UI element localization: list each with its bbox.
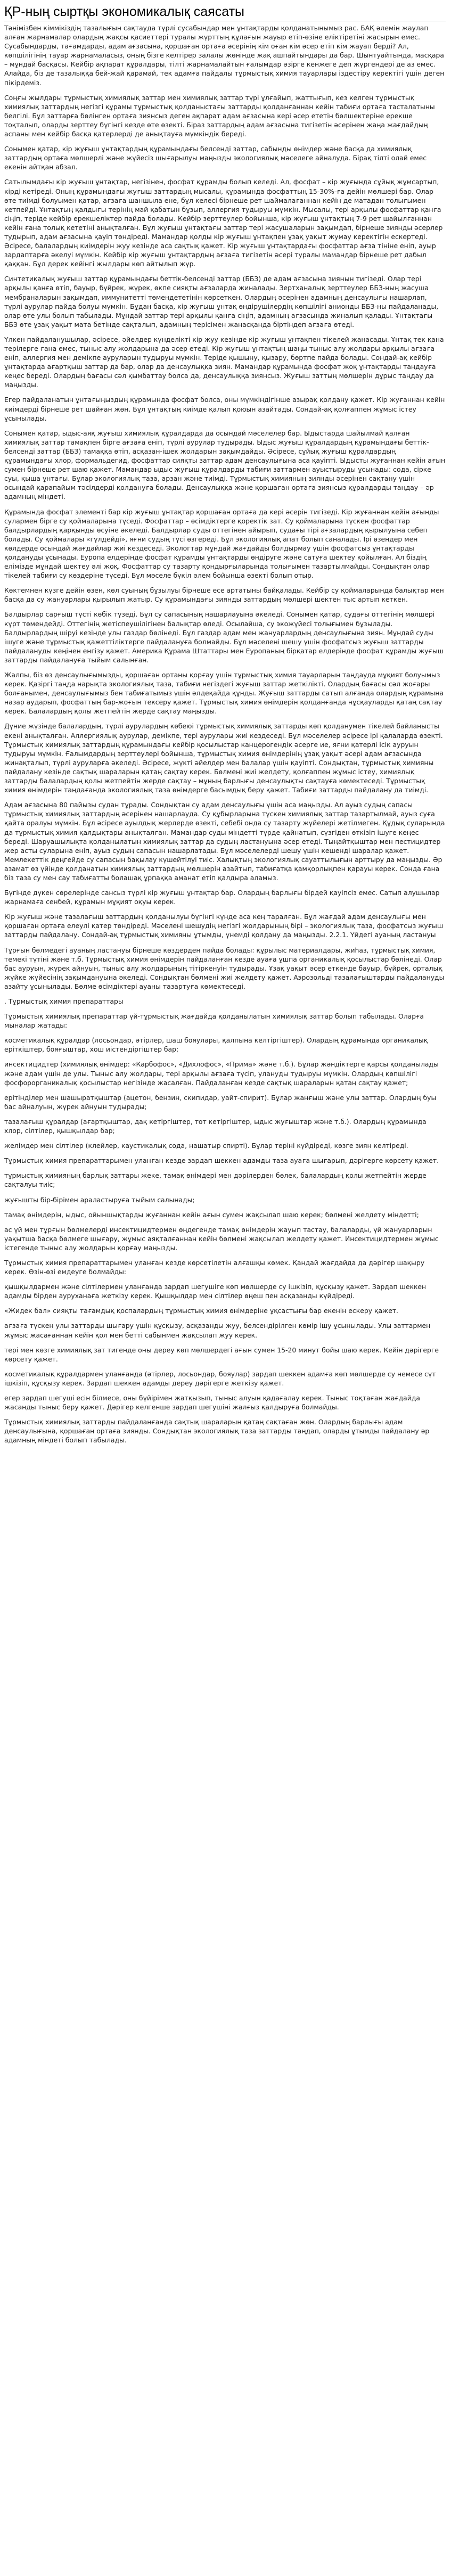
paragraph: қышқылдармен және сілтілермен уланғанда зардап шегушіге көп мөлшерде су ішкізіп, құсқызу қажет. Зардап шеккен адамды бірден ауруханаға жеткізу керек. Қышқылдар мен сілтілер өңеш пен асқазанды күйдіреді. [4, 1283, 427, 1300]
paragraph: Сатылымдағы кір жуғыш ұнтақтар, негізінен, фосфат құрамды болып келеді. Ал, фосфат – кір жуғында сұйық жұмсартып, кірді кетіреді. Оның құрамындағы жуғыш заттардың мысалы, құрамында фосфаттың 15-30%-ға дейін мөлшері бар. Олар өте тиімді болуымен қатар, ағзаға шаншыла ене, бұл келесі бірнеше рет шаймалағаннан кейін де матадан толығымен кетпейді. Ұнтақтың қалдығы терінің май қабатын бұзып, аллергия тудыруы мүмкін. Мысалы, тері арқылы фосфаттар қанға сіңіп, теріде кейбір ерекшеліктер пайда болады. Кейбір зерттеулер бойынша, кір жуғыш ұнтақтың 7-9 рет шайылғаннан кейін ғана толық кететіні анықталған. Бұл жуғыш ұнтақтағы заттар тері жасушаларын зақымдап, бірнеше зиянды әсерлер тудырып, адам ағзасына қауіп төндіреді. Мамандар қолды кір жуғыш ұнтақпен ұзақ уақыт жумау керектігін ескертеді. Әсіресе, балалардың киімдерін жуу кезінде аса сақтық қажет. Кір жуғыш ұнтақтардағы фосфаттар ағза тініне еніп, ауыр зардаптарға әкелуі мүмкін. Кейбір кір жуғыш ұнтақтардың ағзаға тигізетін әсері туралы мамандар бірнеше рет дабыл қаққан. Бұл дерек кейінгі жылдары көп айтылып жүр. [4, 178, 443, 268]
paragraph: тазалағыш құралдар (ағартқыштар, дақ кетіргіштер, тот кетіргіштер, ыдыс жуғыштар және т.б.). Олардың құрамында хлор, сілтілер, қышқылдар бар; [4, 1117, 427, 1135]
paragraph: ағзаға түскен улы заттарды шығару үшін құсқызу, асқазанды жуу, белсендірілген көмір ішу ұсынылады. Улы заттармен жұмыс жасағаннан кейін қол мен бетті сабынмен жақсылап жуу керек. [4, 1322, 431, 1339]
paragraph: Тұрмыстық химия препараттарымен уланған кезде көрсетілетін алғашқы көмек. Қандай жағдайда да дәрігер шақыру керек. Өзін-өзі емдеуге болмайды: [4, 1258, 425, 1276]
paragraph: тері мен көзге химиялық зат тигенде оны дереу көп мөлшердегі ағын сумен 15-20 минут бойы шаю керек. Кейін дәрігерге көрсету қажет. [4, 1346, 439, 1363]
paragraph: . Тұрмыстық химия препараттары [4, 997, 124, 1005]
paragraph: Тұрмыстық химия препараттарымен уланған кезде зардап шеккен адамды таза ауаға шығарып, дәрігерге көрсету қажет. [4, 1156, 439, 1165]
paragraph: желімдер мен сілтілер (клейлер, каустикалық сода, нашатыр спирті). Бұлар теріні күйдіреді, көзге зиян келтіреді. [4, 1142, 408, 1150]
paragraph: Кір жуғыш және тазалағыш заттардың қолданылуы бүгінгі күнде аса кең таралған. Бұл жағдай адам денсаулығы мен қоршаған ортаға елеулі қатер төндіреді. Мәселені шешудің негізгі жолдарының бірі – экологиялық таза, фосфатсыз жуғыш заттарды пайдалану. Сондай-ақ тұрмыстық химияны ұтымды, үнемді қолдану да маңызды. 2.2.1. Үйдегі ауаның ластануы [4, 913, 444, 939]
paragraph: «Жидек бал» сияқты тағамдық қоспалардың тұрмыстық химия өнімдеріне ұқсастығы бар екенін ескеру қажет. [4, 1307, 398, 1315]
paragraph: тамақ өнімдерін, ыдыс, ойыншықтарды жуғаннан кейін ағын сумен жақсылап шаю керек; бөлмені желдету міндетті; [4, 1210, 419, 1219]
article-body [4, 23, 446, 1445]
paragraph: Бүгінде дүкен сөрелерінде сансыз түрлі кір жуғыш ұнтақтар бар. Олардың барлығы бірдей қауіпсіз емес. Сатып алушылар жарнамаға сенбей, құрамын мұқият оқуы керек. [4, 889, 440, 906]
paragraph: ерітінділер мен шашыратқыштар (ацетон, бензин, скипидар, уайт-спирит). Бұлар жанғыш және улы заттар. Олардың буы бас айналуын, жүрек айнуын тудырады; [4, 1093, 437, 1111]
paragraph: Сонымен қатар, ыдыс-аяқ жуғыш химиялық құралдарда да осындай мәселелер бар. Ыдыстарда шайылмай қалған химиялық заттар тамақпен бірге ағзаға еніп, түрлі аурулар тудырады. Ыдыс жуғыш құралдардың құрамындағы беттік-белсенді заттар (ББЗ) тамаққа өтіп, асқазан-ішек жолдарын зақымдайды. Әсіресе, сұйық жуғыш құралдардың құрамындағы хлор, формальдегид, фосфаттар сияқты заттар адам денсаулығына аса қауіпті. Ыдысты жуғаннан кейін ағын сумен бірнеше рет шаю қажет. Мамандар ыдыс жуғыш құралдарды табиғи заттармен ауыстыруды ұсынады: сода, сірке суы, қыша ұнтағы. Бұлар экологиялық таза, арзан және тиімді. Тұрмыстық химияның зиянды әсерінен сақтану үшін осындай қарапайым тәсілдерді қолдануға болады. Денсаулыққа және қоршаған ортаға зиянсыз құралдарды таңдау – әр адамның міндеті. [4, 429, 446, 501]
paragraph: Үлкен пайдаланушылар, әсіресе, әйелдер күнделікті кір жуу кезінде кір жуғыш ұнтақпен тікелей жанасады. Ұнтақ тек қана терілерге ғана емес, тыныс алу жолдарына да әсер етеді. Кір жуғыш ұнтақтың шаңы тыныс алу жолдары арқылы ағзаға еніп, аллергия мен демікпе ауруларын тудыруы мүмкін. Теріде қышыну, қызару, бөртпе пайда болады. Сондай-ақ кейбір ұнтақтарда ағартқыш заттар да бар, олар да денсаулыққа зиян. Мамандар құрамында фосфат жоқ ұнтақтарды таңдауға кеңес береді. Олардың бағасы сәл қымбаттау болса да, денсаулыққа зиянсыз. Жуғыш заттың мөлшерін дұрыс таңдау да маңызды. [4, 335, 444, 389]
paragraph: косметикалық құралдар (лосьондар, әтірлер, шаш бояулары, қалпына келтіргіштер). Олардың құрамында органикалық еріткіштер, бояғыштар, хош иістендіргіштер бар; [4, 1036, 428, 1054]
paragraph: Синтетикалық жуғыш заттар құрамындағы беттік-белсенді заттар (ББЗ) де адам ағзасына зиянын тигізеді. Олар тері арқылы қанға өтіп, бауыр, бүйрек, жүрек, өкпе сияқты ағзаларда жиналады. Зертханалық зерттеулер ББЗ-ның жасуша мембраналарын зақымдап, иммунитетті төмендететінін көрсеткен. Олардың әсерінен адамның денсаулығы нашарлап, түрлі аурулар пайда болуы мүмкін. Бұдан басқа, кір жуғыш ұнтақ өндірушілердің көпшілігі анионды ББЗ-ны пайдаланады, олар өте улы болып табылады. Мұндай заттар тері арқылы қанға сіңіп, адамның ағзасында жиналып қалады. Ұнтақтағы ББЗ өте ұзақ уақыт мата бетінде сақталып, адамның терісімен жанасқанда біртіндеп ағзаға өтеді. [4, 275, 439, 329]
paragraph: Құрамында фосфат элементі бар кір жуғыш ұнтақтар қоршаған ортаға да кері әсерін тигізеді. Кір жуғаннан кейін ағынды сулармен бірге су қоймаларына түседі. Фосфаттар – өсімдіктерге қоректік зат. Су қоймаларына түскен фосфаттар балдырлардың қарқынды өсуіне әкеледі. Балдырлар суды оттегінен айырып, судағы тірі ағзалардың қырылуына себеп болады. Су қоймалары «гүлдейді», яғни судың түсі өзгереді. Бұл экологиялық апат болып саналады. Ірі өзендер мен көлдерде осындай жағдайлар жиі кездеседі. Экологтар мұндай жағдайды болдырмау үшін фосфатсыз ұнтақтарды қолдануды ұсынады. Еуропа елдерінде фосфат құрамды ұнтақтарды өндіруге және сатуға шектеу қойылған. Ал біздің елімізде мұндай шектеу әлі жоқ. Фосфаттар су тазарту қондырғыларында толығымен тазартылмайды. Сондықтан олар тікелей табиғи су көздеріне түседі. Бұл мәселе бүкіл әлем бойынша өзекті болып отыр. [4, 507, 439, 580]
paragraph: Сонымен қатар, кір жуғыш ұнтақтардың құрамындағы белсенді заттар, сабынды өнімдер және басқа да химиялық заттардың ортаға мөлшерлі және жүйесіз шығарылуы маңызды экологиялық мәселеге айналуда. Бірақ тілті олай емес екенін айтқан абзал. [4, 145, 427, 171]
paragraph: Жалпы, біз өз денсаулығымызды, қоршаған ортаны қорғау үшін тұрмыстық химия тауарларын таңдауда мұқият болуымыз керек. Қазіргі таңда нарықта экологиялық таза, табиғи негіздегі жуғыш заттар жеткілікті. Олардың бағасы сәл жоғары болғанымен, денсаулығымыз бен табиғатымыз үшін әлдеқайда құнды. Жуғыш заттарды сатып алғанда олардың құрамына назар аударып, фосфаттың бар-жоғын тексеру қажет. Тұрмыстық химия өнімдерін қолданғанда нұсқауларды қатаң сақтау керек. Балалардың қолы жетпейтін жерде сақтау маңызды. [4, 671, 444, 716]
page-title: ҚР-ның сыртқы экономикалық саясаты [4, 4, 446, 21]
paragraph: Соңғы жылдары тұрмыстық химиялық заттар мен химиялық заттар түрі ұлғайып, жаттығып, кез келген тұрмыстық химиялық заттардың негізгі құрамы тұрмыстық қолданыстағы заттарды қолданғаннан кейін табиғи ортаға тасталатыны белгілі. Бұл заттарға бөлінген ортаға зиянсыз деген ақпарат адам ағзасына кері әсер ететін бөлшектеріне ерекше тоқталып, оларды зерттеу бүгінгі кезде өте өзекті. Біраз заттардың адам ағзасына тигізетін әсерінен жаңа жағдайдың аспаны мен кейбір басқа қатерлерді де анықтауға мүмкіндік береді. [4, 93, 435, 138]
paragraph: Тұрғын бөлмедегі ауаның ластануы бірнеше көздерден пайда болады: құрылыс материалдары, жиһаз, тұрмыстық химия, темекі түтіні және т.б. Тұрмыстық химия өнімдерін пайдаланған кезде ауаға ұшпа органикалық қосылыстар бөлінеді. Олар бас ауруын, жүрек айнуын, тыныс алу жолдарының тітіркенуін тудырады. Ұзақ уақыт әсер еткенде бауыр, бүйрек, орталық жүйке жүйесінің зақымдануына әкеледі. Сондықтан бөлмені жиі желдету қажет. Аэрозольді тазалағыштарды пайдалануды азайту ұсынылады. Бөлме өсімдіктері ауаны тазартуға көмектеседі. [4, 946, 445, 990]
paragraph: Егер пайдаланатын ұнтағыңыздың құрамында фосфат болса, оны мүмкіндігінше азырақ қолдану қажет. Кір жуғаннан кейін киімдерді бірнеше рет шайған жөн. Бұл ұнтақтың киімде қалып қоюын азайтады. Сондай-ақ қолғаппен жұмыс істеу ұсынылады. [4, 396, 445, 422]
paragraph: Тұрмыстық химиялық препараттар үй-тұрмыстық жағдайда қолданылатын химиялық заттар болып табылады. Оларға мыналар жатады: [4, 1012, 424, 1030]
paragraph: жуғышты бір-бірімен араластыруға тыйым салынады; [4, 1195, 195, 1204]
paragraph: егер зардап шегуші есін білмесе, оны бүйірімен жатқызып, тыныс алуын қадағалау керек. Тыныс тоқтаған жағдайда жасанды тыныс беру қажет. Дәрігер келгенше зардап шегушіні жалғыз қалдыруға болмайды. [4, 1394, 420, 1412]
paragraph: ас үй мен тұрғын бөлмелерді инсектицидтермен өңдегенде тамақ өнімдерін жауып тастау, балаларды, үй жануарларын уақытша басқа бөлмеге шығару, жұмыс аяқталғаннан кейін бөлмені жақсылап желдету қажет. Инсектицидтермен жұмыс істегенде тыныс алу жолдарын қорғау маңызды. [4, 1225, 439, 1252]
paragraph: тұрмыстық химияның барлық заттары жеке, тамақ өнімдері мен дәрілерден бөлек, балалардың қолы жетпейтін жерде сақталуы тиіс; [4, 1171, 427, 1189]
paragraph: Тәнімізбен кіммікіздің тазалығын сақтауда түрлі сусабындар мен ұнтақтарды қолданатынымыз рас. БАҚ әлемін жаулап алған жарнамалар олардың жақсы қасиеттері туралы жүрттың құлағын жауыр етіп-өзіне еліктіретіні жасырын емес. Сусабындарды, тағамдарды, адам ағзасына, қоршаған ортаға әсерінің кім оған кім әсер етіп кім жауап берді? Ал, көпшілігінің тауар жарнамаласыз, оның бізге келтірер залалы жөнінде жақ ашпайтындары да бар. Шынтуайтында, масқара – мұндай басқасы. Кейбір ақпарат құралдары, тілті жарнамалайтын ғалымдар әзірге кенжеге деп жүргендері де аз емес. Алайда, біз де тазалыққа бей-жай қарамай, тек адамға пайдалы тұрмыстық химия тауарлары іздестіру керектігі үшін деген пікірдеміз. [4, 24, 445, 87]
paragraph: Адам ағзасына 80 пайызы судан тұрады. Сондықтан су адам денсаулығы үшін аса маңызды. Ал ауыз судың сапасы тұрмыстық химиялық заттардың әсерінен нашарлауда. Су құбырларына түскен химиялық заттар тазартылмай, ауыз суға қайта оралуы мүмкін. Бұл әсіресе ауылдық жерлерде өзекті, себебі онда су тазарту жүйелері жетілмеген. Құдық суларында да тұрмыстық химия қалдықтары анықталған. Мамандар суды міндетті түрде қайнатып, сүзгіден өткізіп ішуге кеңес береді. Шаруашылықта қолданылатын химиялық заттар да судың ластануына әсер етеді. Тыңайтқыштар мен пестицидтер жер асты суларына еніп, ауыз судың сапасын нашарлатады. Бұл мәселелерді шешу үшін кешенді шаралар қажет. Мемлекеттік деңгейде су сапасын бақылау күшейтілуі тиіс. Халықтың экологиялық сауаттылығын арттыру да маңызды. Әр азамат өз үйінде қолданатын химиялық заттардың мөлшерін азайтып, табиғатқа қамқорлықпен қарауы керек. Сонда ғана біз таза су мен сау табиғатты болашақ ұрпаққа аманат етіп қалдыра аламыз. [4, 801, 445, 882]
paragraph: косметикалық құралдармен уланғанда (әтірлер, лосьондар, бояулар) зардап шеккен адамға көп мөлшерде су немесе сүт ішкізіп, құсқызу керек. Зардап шеккен адамды дереу дәрігерге жеткізу қажет. [4, 1369, 436, 1387]
paragraph: Балдырлар сарғыш түсті көбік түзеді. Бұл су сапасының нашарлауына әкеледі. Сонымен қатар, судағы оттегінің мөлшері күрт төмендейді. Оттегінің жетіспеушілігінен балықтар өледі. Осылайша, су экожүйесі толығымен бұзылады. Балдырлардың шіруі кезінде улы газдар бөлінеді. Бұл газдар адам мен жануарлардың денсаулығына зиян. Мұндай суды ішуге және тұрмыстық қажеттіліктерге пайдалануға болмайды. Бұл мәселені шешу үшін фосфатсыз жуғыш заттарды пайдалануды кеңінен енгізу қажет. Америка Құрама Штаттары мен Еуропаның бірқатар елдерінде фосфат құрамды жуғыш заттарды пайдалануға тыйым салынған. [4, 610, 444, 664]
paragraph: инсектицидтер (химиялық өнімдер: «Карбофос», «Дихлофос», «Прима» және т.б.). Бұлар жәндіктерге қарсы қолданылады және адам үшін де улы. Тыныс алу жолдары, тері арқылы ағзаға түсіп, улануды тудыруы мүмкін. Олардың көпшілігі фосфорорганикалық қосылыстар негізінде жасалған. Пайдаланған кезде сақтық шараларын қатаң сақтау қажет; [4, 1060, 439, 1087]
paragraph: Көктемнен күзге дейін өзен, көл суының бұзылуы бірнеше есе артатыны байқалады. Кейбір су қоймаларында балықтар мен басқа да су жануарлары қырылып жатыр. Су құрамындағы зиянды заттардың мөлшері шектен тыс артып кеткен. [4, 586, 444, 604]
paragraph: Дүние жүзінде балалардың, түрлі аурулардың көбеюі тұрмыстық химиялық заттарды көп қолданумен тікелей байланысты екені анықталған. Аллергиялық аурулар, демікпе, тері аурулары жиі кездеседі. Бұл мәселелер әсіресе ірі қалаларда өзекті. Тұрмыстық химиялық заттардың құрамындағы кейбір қосылыстар канцерогендік әсерге ие, яғни қатерлі ісік ауруын тудыруы мүмкін. Ғалымдардың зерттеулері бойынша, тұрмыстық химия өнімдерінің ұзақ уақыт әсері адам ағзасында жинақталып, түрлі ауруларға әкеледі. Әсіресе, жүкті әйелдер мен балалар үшін қауіпті. Сондықтан, тұрмыстық химияны пайдалану кезінде сақтық шараларын қатаң сақтау керек. Бөлмені жиі желдету, қолғаппен жұмыс істеу, химиялық заттарды балалардың қолы жетпейтін жерде сақтау – мұның барлығы денсаулықты сақтауға көмектеседі. Тұрмыстық химия өнімдерін таңдағанда экологиялық таза өнімдерге басымдық беру қажет. Табиғи заттарды пайдалану да тиімді. [4, 722, 443, 794]
paragraph: Тұрмыстық химиялық заттарды пайдаланғанда сақтық шараларын қатаң сақтаған жөн. Олардың барлығы адам денсаулығына, қоршаған ортаға зиянды. Сондықтан экологиялық таза заттарды таңдап, оларды ұтымды пайдалану әр адамның міндеті болып табылады. [4, 1418, 430, 1445]
